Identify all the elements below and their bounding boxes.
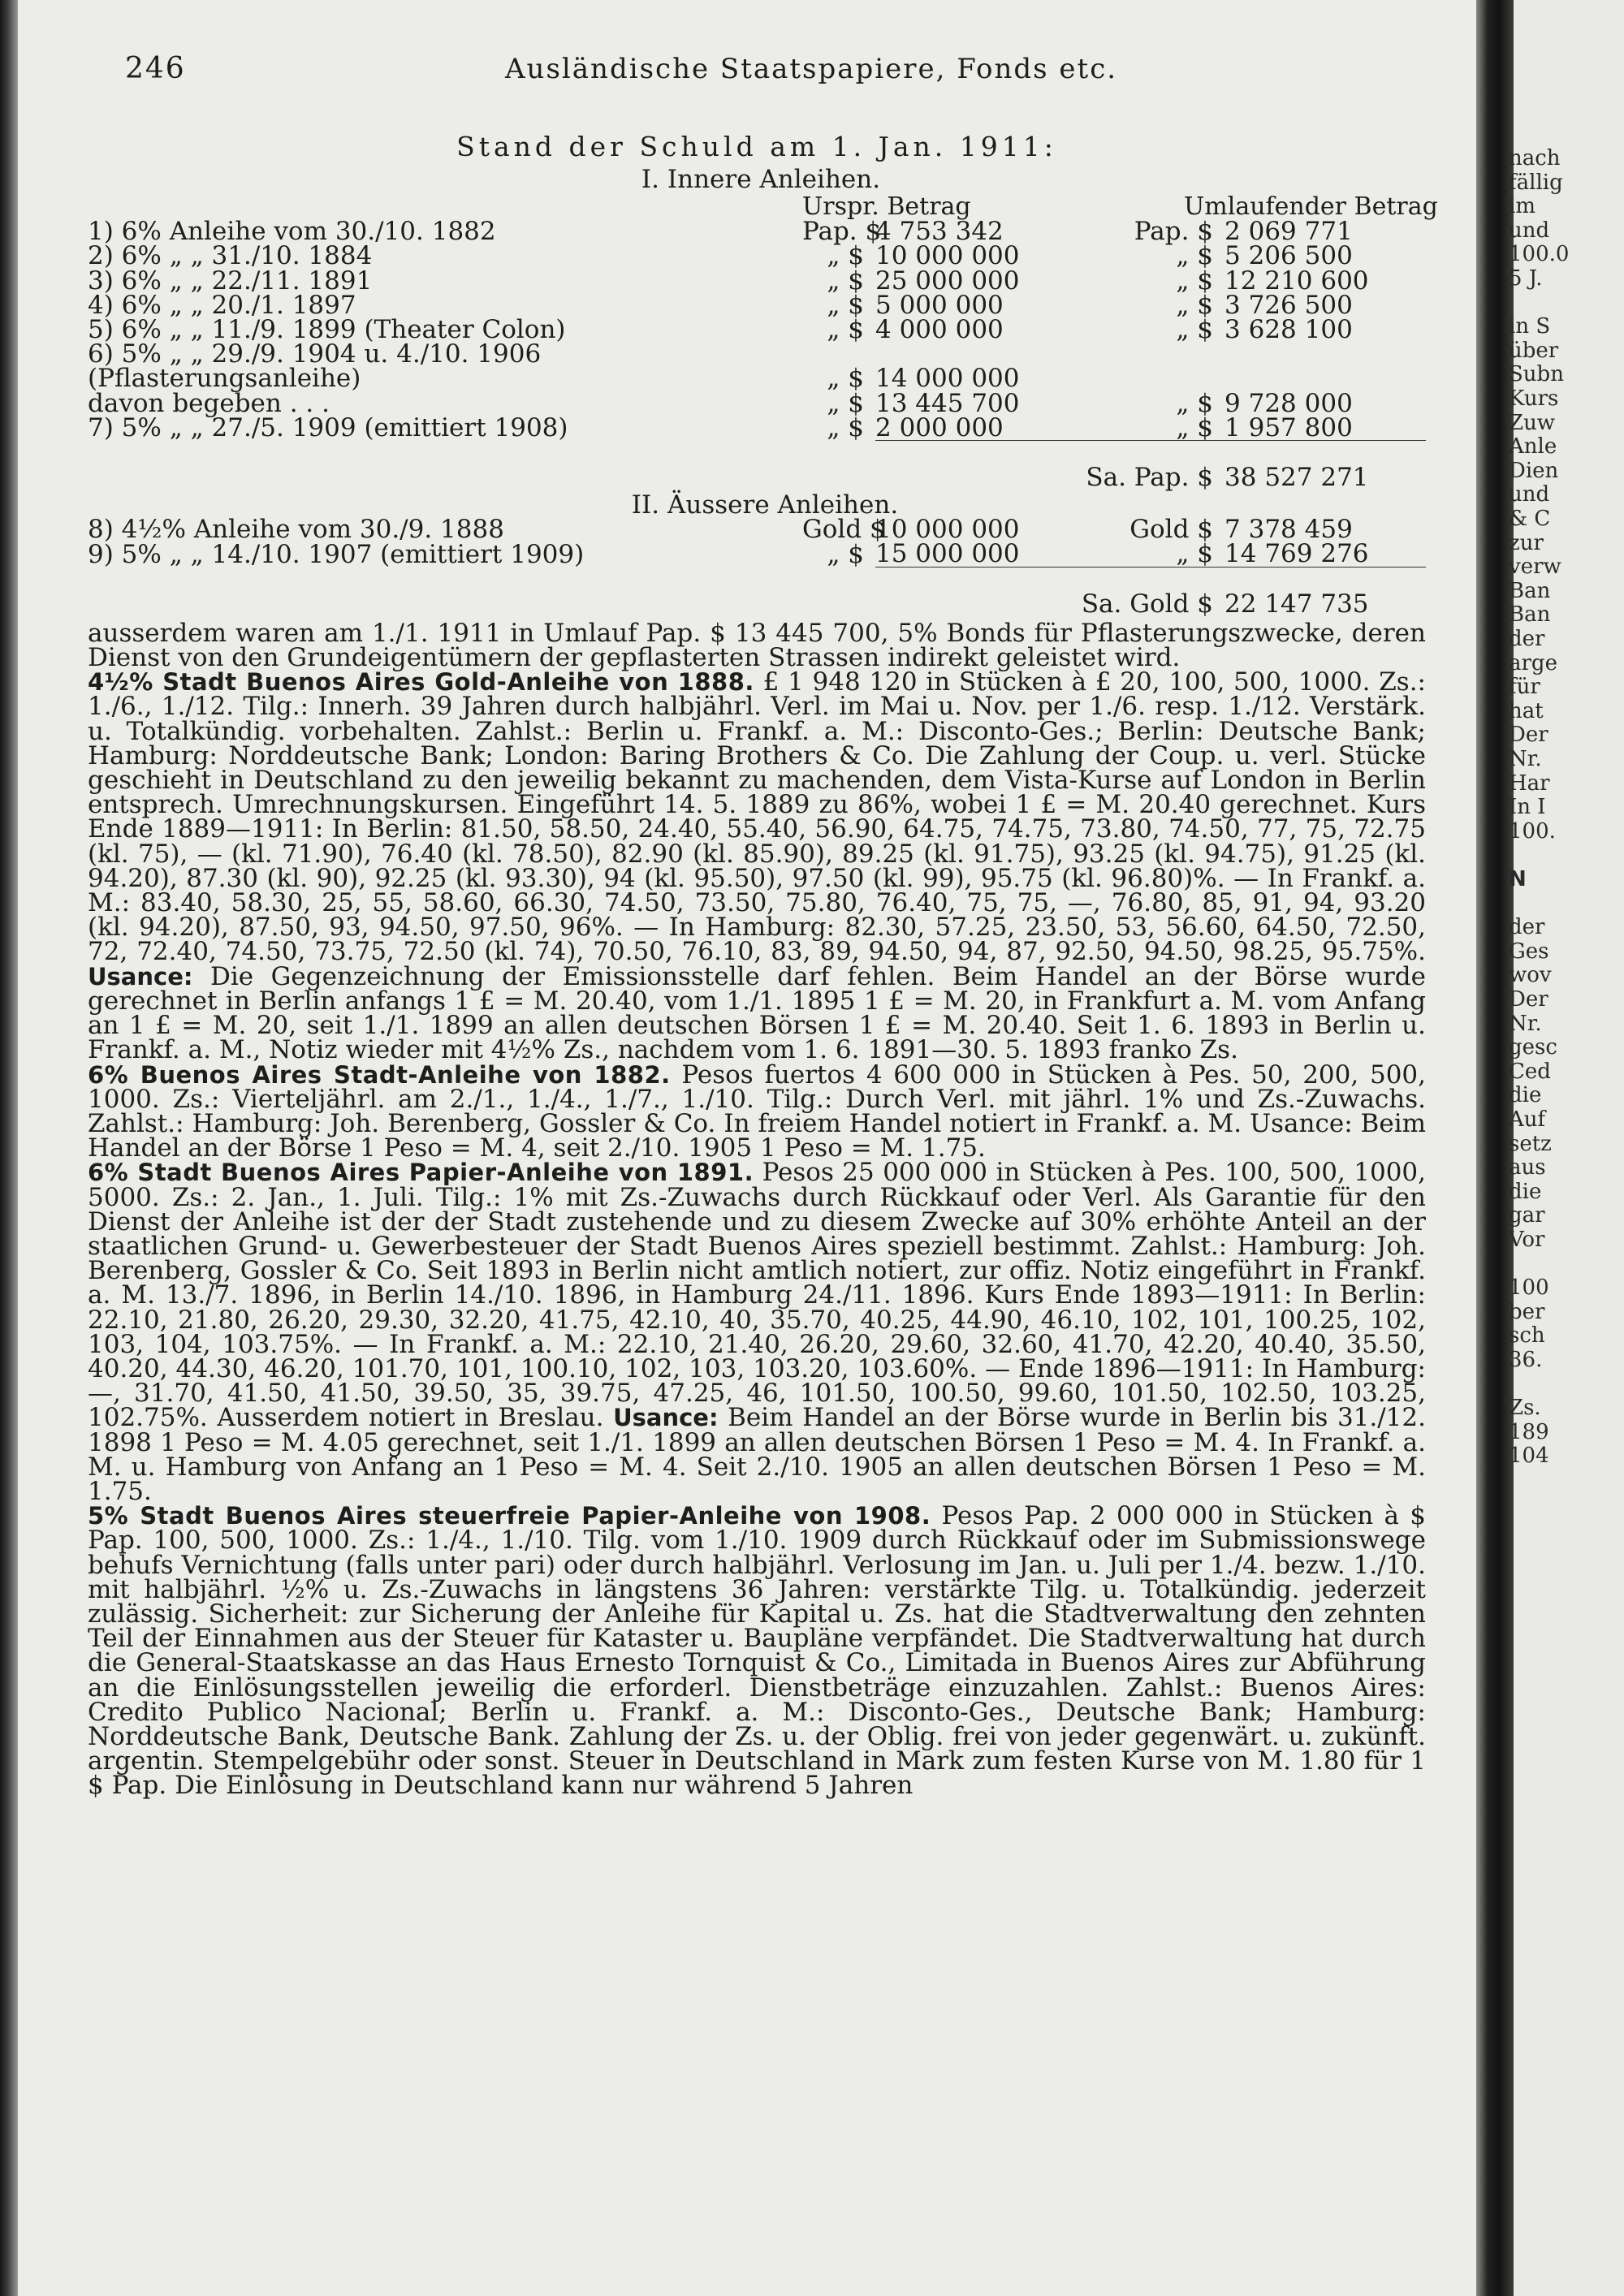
outstanding-currency [1127, 342, 1224, 366]
col-original-amount: Urspr. Betrag [802, 192, 971, 221]
outstanding-amount: 3 628 100 [1224, 315, 1353, 345]
neighbor-line: die [1509, 1179, 1542, 1204]
neighbor-line: sch [1509, 1323, 1545, 1349]
original-amount: 10 000 000 [875, 515, 1020, 545]
loan-body: Pesos fuertos 4 600 000 in Stücken à Pes. 50, 200, 500, 1000. Zs.: Vierteljährl. am 2./1., 1./4., 1./7., 1./10. Tilg.: Durch Verl. mit jährl. 1% und Zs.-Zuwachs. Zahlst.: Hamburg: Joh. Berenberg, Gossler & Co. In freiem Handel notiert in Frankf. a. M. Usance: Beim Handel an der Börse 1 Peso = M. 4, seit 2./10. 1905 1 Peso = M. 1.75. [88, 1060, 1426, 1163]
adjacent-page-fragment [1509, 0, 1624, 2296]
neighbor-line: aus [1509, 1155, 1546, 1180]
inner-loan-row [88, 317, 1426, 342]
original-currency: Gold $ [802, 515, 886, 545]
original-amount: 5 000 000 [875, 290, 1004, 320]
original-currency: „ $ [827, 539, 864, 569]
rule-spacer [802, 441, 875, 466]
neighbor-line: Der [1509, 987, 1548, 1012]
outstanding-currency: „ $ [1176, 315, 1214, 345]
neighbor-line: 100. [1509, 818, 1556, 844]
outstanding-amount: 7 378 459 [1224, 515, 1353, 545]
loan-description: 3) 6% „ „ 22./11. 1891 [88, 265, 373, 296]
neighbor-line: gesc [1509, 1035, 1557, 1060]
neighbor-line: Ced [1509, 1059, 1551, 1084]
outstanding-currency: „ $ [1176, 241, 1214, 271]
loan-entry [88, 1160, 1426, 1504]
neighbor-line: In I [1509, 795, 1546, 820]
neighbor-line: Har [1509, 770, 1550, 796]
inner-loans-total [88, 465, 1426, 490]
neighbor-line: N [1509, 867, 1527, 891]
loan-title: 5% Stadt Buenos Aires steuerfreie Papier-Anleihe von 1908. [88, 1502, 931, 1530]
loan-description: 6) 5% „ „ 29./9. 1904 u. 4./10. 1906 [88, 339, 542, 369]
original-currency: „ $ [827, 388, 864, 418]
neighbor-line: setz [1509, 1131, 1552, 1156]
sum-amount: 38 527 271 [1224, 463, 1369, 493]
loan-entry [88, 1501, 1426, 1801]
neighbor-line: Subn [1509, 362, 1564, 387]
neighbor-line: der [1509, 627, 1545, 651]
original-amount: 13 445 700 [875, 388, 1020, 418]
original-amount [875, 342, 1127, 366]
outstanding-amount: 1 957 800 [1224, 412, 1353, 442]
neighbor-line: verw [1509, 555, 1561, 580]
neighbor-line: Vor [1509, 1228, 1545, 1252]
usance-label: Usance: [613, 1404, 719, 1432]
outstanding-amount: 12 210 600 [1224, 265, 1369, 296]
neighbor-line: 36. [1509, 1348, 1543, 1372]
neighbor-line: über [1509, 338, 1559, 363]
loan-body: £ 1 948 120 in Stücken à £ 20, 100, 500, 1000. Zs.: 1./6., 1./12. Tilg.: Innerh. 39 Jahren durch halbjährl. Verl. im Mai u. Nov. per 1./6. resp. 1./12. Verstärk. u. Totalkündig. vorbehalten. Zahlst.: Berlin u. Frankf. a. M.: Disconto-Ges.; Berlin: Deutsche Bank; Hamburg: Norddeutsche Bank; London: Baring Brothers & Co. Die Zahlung der Coup. u. verl. Stücke geschieht in Deutschland zu den jeweilig bekannt zu machenden, dem Vista-Kurse auf London in Berlin entsprech. Umrechnungskursen. Eingeführt 14. 5. 1889 zu 86%, wobei 1 £ = M. 20.40 gerechnet. Kurs Ende 1889—1911: In Berlin: 81.50, 58.50, 24.40, 55.40, 56.90, 64.75, 74.75, 73.80, 74.50, 77, 75, 72.75 (kl. 75), — (kl. 71.90), 76.40 (kl. 78.50), 82.90 (kl. 85.90), 89.25 (kl. 91.75), 93.25 (kl. 94.75), 91.25 (kl. 94.20), 87.30 (kl. 90), 92.25 (kl. 93.30), 94 (kl. 95.50), 97.50 (kl. 99), 95.75 (kl. 96.80)%. — In Frankf. a. M.: 83.40, 58.30, 25, 55, 58.60, 66.30, 74.50, 73.50, 75.80, 76.40, 75, 75, —, 76.80, 85, 91, 94, 93.20 (kl. 94.20), 87.50, 93, 94.50, 97.50, 96%. — In Hamburg: 82.30, 57.25, 23.50, 53, 56.60, 64.50, 72.50, 72, 72.40, 74.50, 73.75, 72.50 (kl. 74), 70.50, 76.10, 83, 89, 94.50, 94, 87, 92.50, 94.50, 98.25, 95.75%. [88, 667, 1426, 967]
usance-label: Usance: [88, 962, 193, 990]
inner-loan-row [88, 391, 1426, 416]
outer-loans-total [88, 592, 1426, 616]
neighbor-line: Kurs [1509, 386, 1559, 411]
original-amount: 2 000 000 [875, 412, 1004, 442]
inner-loan-row [88, 219, 1426, 244]
outstanding-amount: 9 728 000 [1224, 388, 1353, 418]
neighbor-line: Zuw [1509, 410, 1556, 435]
neighbor-line: 5 J. [1509, 266, 1543, 291]
neighbor-line: ber [1509, 1299, 1545, 1324]
loan-description: davon begeben . . . [88, 388, 330, 418]
outstanding-currency: Pap. $ [1134, 217, 1214, 247]
loan-title: 4½% Stadt Buenos Aires Gold-Anleihe von 1888. [88, 668, 754, 697]
page-header [88, 52, 1426, 99]
outstanding-amount [1224, 366, 1426, 391]
usance-text: Beim Handel an der Börse wurde in Berlin bis 31./12. 1898 1 Peso = M. 4.05 gerechnet, seit 1./1. 1899 an allen deutschen Börsen 1 Peso = M. 4. In Frankf. a. M. u. Hamburg von Anfang an 1 Peso = M. 4. Seit 2./10. 1905 an allen deutschen Börsen 1 Peso = M. 1.75. [88, 1403, 1426, 1506]
neighbor-line: Ges [1509, 939, 1549, 964]
neighbor-line: und [1509, 218, 1550, 243]
sum-label: Sa. Gold $ [1081, 589, 1214, 619]
neighbor-line: der [1509, 915, 1545, 940]
loan-description: 2) 6% „ „ 31./10. 1884 [88, 241, 373, 271]
original-currency: „ $ [827, 364, 864, 394]
neighbor-line: in S [1509, 314, 1551, 339]
outer-loan-row [88, 517, 1426, 542]
rule-line [875, 567, 1127, 592]
original-amount: 14 000 000 [875, 364, 1020, 394]
loan-body: Pesos 25 000 000 in Stücken à Pes. 100, 500, 1000, 5000. Zs.: 2. Jan., 1. Juli. Tilg.: 1% mit Zs.-Zuwachs durch Rückkauf oder Verl. Als Garantie für den Dienst der Anleihe ist der der Stadt zustehende und zu diesem Zwecke auf 30% erhöhte Anteil an der staatlichen Grund- u. Gewerbesteuer der Stadt Buenos Aires speziell bestimmt. Zahlst.: Hamburg: Joh. Berenberg, Gossler & Co. Seit 1893 in Berlin nicht amtlich notiert, zur offiz. Notiz eingeführt in Frankf. a. M. 13./7. 1896, in Berlin 14./10. 1896, in Hamburg 24./11. 1896. Kurs Ende 1893—1911: In Berlin: 22.10, 21.80, 26.20, 29.30, 32.20, 41.75, 42.10, 40, 35.70, 40.25, 44.90, 46.10, 102, 101, 100.25, 102, 103, 104, 103.75%. — In Frankf. a. M.: 22.10, 21.40, 26.20, 29.60, 32.60, 41.70, 42.20, 40.40, 35.50, 40.20, 44.30, 46.20, 101.70, 101, 100.10, 102, 103, 103.20, 103.60%. — Ende 1896—1911: In Hamburg: —, 31.70, 41.50, 41.50, 39.50, 35, 39.75, 47.25, 46, 101.50, 100.50, 99.60, 101.50, 102.50, 103.25, 102.75%. Ausserdem notiert in Breslau. [88, 1158, 1426, 1433]
loan-entries [88, 667, 1426, 1801]
loan-description: 1) 6% Anleihe vom 30./10. 1882 [88, 217, 496, 247]
outstanding-amount: 2 069 771 [1224, 217, 1353, 247]
page-left-shadow [0, 0, 18, 2296]
neighbor-line: die [1509, 1083, 1542, 1108]
neighbor-line: zur [1509, 530, 1544, 555]
neighbor-line: 100.0 [1509, 242, 1570, 267]
sum-label: Sa. Pap. $ [1086, 463, 1214, 493]
outstanding-amount [1224, 342, 1426, 366]
sum-rule [88, 441, 1426, 466]
debt-status-heading: Stand der Schuld am 1. Jan. 1911: [456, 131, 1057, 162]
note-text: ausserdem waren am 1./1. 1911 in Umlauf Pap. $ 13 445 700, 5% Bonds für Pflasterungszwecke, deren Dienst von den Grundeigentümern der gepflasterten Strassen indirekt geleistet wird. [88, 618, 1426, 673]
original-currency: „ $ [827, 241, 864, 271]
section-heading: II. Äussere Anleihen. [631, 490, 899, 520]
loan-title: 6% Buenos Aires Stadt-Anleihe von 1882. [88, 1060, 671, 1089]
loan-description: 9) 5% „ „ 14./10. 1907 (emittiert 1909) [88, 539, 585, 569]
neighbor-line: Anle [1509, 434, 1557, 460]
original-amount: 4 753 342 [875, 217, 1004, 247]
loan-entry [88, 1060, 1426, 1163]
outstanding-currency: Gold $ [1129, 515, 1214, 545]
neighbor-line: nach [1509, 146, 1561, 170]
neighbor-line: Der [1509, 723, 1548, 748]
loan-description: 8) 4½% Anleihe vom 30./9. 1888 [88, 515, 504, 545]
rule-line [1127, 567, 1224, 592]
outstanding-currency: „ $ [1176, 539, 1214, 569]
sum-spacer [88, 592, 802, 616]
inner-loan-row [88, 269, 1426, 293]
neighbor-line: Nr. [1509, 1011, 1542, 1036]
inner-loan-row [88, 244, 1426, 268]
inner-loan-row [88, 416, 1426, 441]
neighbor-line: fällig [1509, 170, 1563, 195]
outer-loans-heading [88, 490, 1426, 517]
outstanding-amount: 3 726 500 [1224, 290, 1353, 320]
rule-line [1224, 441, 1426, 466]
neighbor-line: 100 [1509, 1275, 1549, 1301]
loan-description: 4) 6% „ „ 20./1. 1897 [88, 290, 356, 320]
neighbor-line: und [1509, 482, 1550, 507]
neighbor-line: 104 [1509, 1444, 1549, 1469]
original-amount: 4 000 000 [875, 315, 1004, 345]
outstanding-amount: 5 206 500 [1224, 241, 1353, 271]
page-number: 246 [125, 52, 186, 85]
page-content [88, 52, 1438, 1801]
neighbor-line: Dien [1509, 458, 1559, 483]
original-currency: Pap. $ [802, 217, 882, 247]
debt-table [88, 192, 1438, 619]
rule-spacer [802, 567, 875, 592]
inner-loan-row [88, 293, 1426, 317]
outstanding-amount: 14 769 276 [1224, 539, 1369, 569]
neighbor-line: wov [1509, 963, 1552, 988]
col-outstanding-amount: Umlaufender Betrag [1184, 192, 1438, 221]
neighbor-line: Nr. [1509, 747, 1542, 771]
original-currency [802, 342, 875, 366]
loan-body: Pesos Pap. 2 000 000 in Stücken à $ Pap. 100, 500, 1000. Zs.: 1./4., 1./10. Tilg. vom 1./10. 1909 durch Rückkauf oder im Submissionswege behufs Vernichtung (falls unter pari) oder durch halbjährl. Verlosung im Jan. u. Juli per 1./4. bezw. 1./10. mit halbjährl. ½% u. Zs.-Zuwachs in längstens 36 Jahren: verstärkte Tilg. u. Totalkündig. jederzeit zulässig. Sicherheit: zur Sicherung der Anleihe für Kapital u. Zs. hat die Stadtverwaltung den zehnten Teil der Einnahmen aus der Steuer für Kataster u. Baupläne verpfändet. Die Stadtverwaltung hat durch die General-Staatskasse an das Haus Ernesto Tornquist & Co., Limitada in Buenos Aires zur Abführung an die Einlösungsstellen jeweilig die erforderl. Dienstbeträge einzuzahlen. Zahlst.: Buenos Aires: Credito Publico Nacional; Berlin u. Frankf. a. M.: Disconto-Ges., Deutsche Bank; Hamburg: Norddeutsche Bank, Deutsche Bank. Zahlung der Zs. u. der Oblig. frei von jeder gegenwärt. u. zukünft. argentin. Stempelgebühr oder sonst. Steuer in Deutschland in Mark zum festen Kurse von M. 1.80 für 1 $ Pap. Die Einlösung in Deutschland kann nur während 5 Jahren [88, 1501, 1426, 1801]
original-amount: 25 000 000 [875, 265, 1020, 296]
neighbor-line: & C [1509, 507, 1551, 531]
outstanding-currency: „ $ [1176, 412, 1214, 442]
usance-text: Die Gegenzeichnung der Emissionsstelle darf fehlen. Beim Handel an der Börse wurde gerechnet in Berlin anfangs 1 £ = M. 20.40, vom 1./1. 1895 1 £ = M. 20, in Frankfurt a. M. vom Anfang an 1 £ = M. 20, seit 1./1. 1899 an allen deutschen Börsen 1 £ = M. 20.40. Seit 1. 6. 1893 in Berlin u. Frankf. a. M., Notiz wieder mit 4½% Zs., nachdem vom 1. 6. 1891—30. 5. 1893 franko Zs. [88, 961, 1426, 1065]
loan-description: (Pflasterungsanleihe) [88, 364, 361, 394]
inner-loan-row [88, 366, 1426, 391]
neighbor-line: 189 [1509, 1419, 1549, 1444]
original-amount: 10 000 000 [875, 241, 1020, 271]
column-headers [88, 195, 1426, 219]
rule-spacer [88, 567, 802, 592]
outstanding-currency: „ $ [1176, 290, 1214, 320]
neighbor-line: Auf [1509, 1107, 1546, 1132]
rule-line [1127, 441, 1224, 466]
outstanding-currency: „ $ [1176, 265, 1214, 296]
neighbor-line: hat [1509, 698, 1544, 723]
neighbor-line: arge [1509, 650, 1557, 675]
loan-description: 5) 6% „ „ 11./9. 1899 (Theater Colon) [88, 315, 566, 345]
neighbor-line: Zs. [1509, 1396, 1541, 1421]
original-amount: 15 000 000 [875, 539, 1020, 569]
neighbor-line: Ban [1509, 602, 1551, 628]
loan-entry [88, 667, 1426, 1065]
inner-loan-row [88, 342, 1426, 366]
neighbor-line: gar [1509, 1203, 1545, 1228]
original-currency: „ $ [827, 265, 864, 296]
original-currency: „ $ [827, 413, 864, 443]
sum-spacer [88, 465, 802, 490]
neighbor-line: im [1509, 194, 1535, 219]
loan-title: 6% Stadt Buenos Aires Papier-Anleihe von 1891. [88, 1159, 754, 1187]
sum-rule [88, 567, 1426, 592]
neighbor-line: für [1509, 675, 1540, 700]
outstanding-bonds-note [88, 618, 1426, 673]
rule-line [1224, 567, 1426, 592]
sum-amount: 22 147 735 [1224, 589, 1369, 619]
inner-loans-heading: I. Innere Anleihen. [641, 165, 881, 194]
loan-description: 7) 5% „ „ 27./5. 1909 (emittiert 1908) [88, 413, 568, 443]
outer-loan-row [88, 542, 1426, 567]
rule-spacer [88, 441, 802, 466]
neighbor-line: Ban [1509, 578, 1551, 603]
rule-line [875, 441, 1127, 466]
original-currency: „ $ [827, 315, 864, 345]
outstanding-currency [1127, 366, 1224, 391]
original-currency: „ $ [827, 290, 864, 320]
outstanding-currency: „ $ [1176, 388, 1214, 418]
running-head: Ausländische Staatspapiere, Fonds etc. [505, 53, 1118, 85]
